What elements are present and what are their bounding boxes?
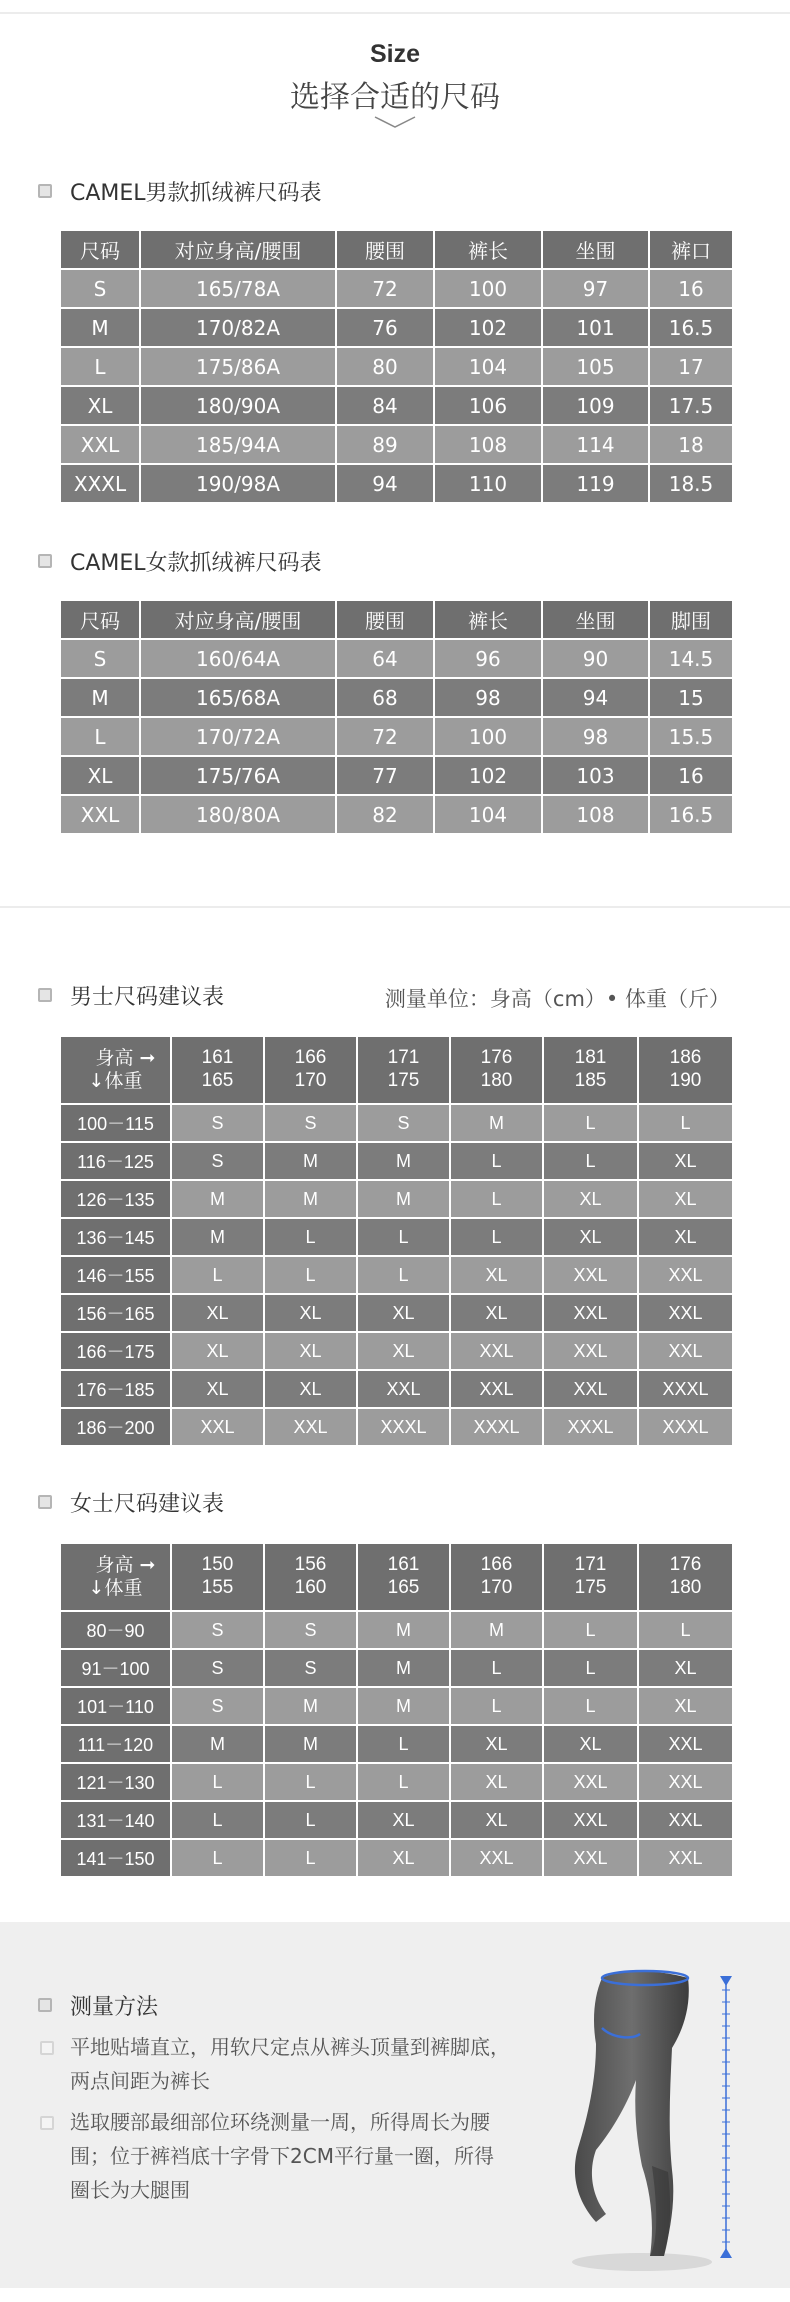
table-cell: XXXL	[60, 464, 140, 503]
men-pants-heading: CAMEL男款抓绒裤尺码表	[38, 176, 322, 206]
table-cell: 76	[336, 308, 434, 347]
square-bullet-icon	[38, 184, 52, 198]
height-range-header	[450, 1036, 543, 1104]
weight-range-cell: 136－145	[60, 1218, 171, 1256]
weight-range-cell: 141－150	[60, 1839, 171, 1877]
size-cell: XL	[638, 1142, 733, 1180]
square-bullet-icon	[38, 1998, 52, 2012]
size-cell: S	[171, 1104, 264, 1142]
size-cell: XL	[264, 1294, 357, 1332]
table-row	[60, 1180, 733, 1218]
table-cell: 18	[649, 425, 733, 464]
column-header: 脚围	[649, 600, 733, 639]
table-cell: 110	[434, 464, 542, 503]
size-cell: XXL	[264, 1408, 357, 1446]
size-cell: S	[171, 1687, 264, 1725]
size-cell: S	[357, 1104, 450, 1142]
height-range-header	[638, 1543, 733, 1611]
size-cell: XL	[264, 1370, 357, 1408]
table-cell: 18.5	[649, 464, 733, 503]
size-cell: L	[357, 1218, 450, 1256]
table-cell: 175/86A	[140, 347, 336, 386]
table-cell: 17.5	[649, 386, 733, 425]
table-cell: 94	[336, 464, 434, 503]
men-size-recommend-table	[59, 1035, 734, 1447]
height-max: 160	[294, 1577, 327, 1598]
table-row	[60, 1104, 733, 1142]
height-max: 165	[201, 1070, 234, 1091]
size-cell: M	[171, 1725, 264, 1763]
size-cell: XXXL	[450, 1408, 543, 1446]
size-cell: XXL	[450, 1839, 543, 1877]
height-min: 150	[201, 1554, 234, 1576]
table-cell: 106	[434, 386, 542, 425]
table-row	[60, 308, 733, 347]
column-header: 裤长	[434, 230, 542, 269]
weight-range-cell: 80－90	[60, 1611, 171, 1649]
size-cell: XL	[357, 1801, 450, 1839]
table-row	[60, 1725, 733, 1763]
height-range-header	[638, 1036, 733, 1104]
table-row	[60, 1839, 733, 1877]
height-range-header	[543, 1543, 638, 1611]
table-cell: M	[60, 308, 140, 347]
table-cell: XXL	[60, 795, 140, 834]
height-min: 161	[201, 1047, 234, 1069]
table-row	[60, 1801, 733, 1839]
column-header: 对应身高/腰围	[140, 230, 336, 269]
table-cell: 68	[336, 678, 434, 717]
corner-header	[60, 1036, 171, 1104]
table-cell: 16.5	[649, 308, 733, 347]
table-cell: 101	[542, 308, 649, 347]
size-cell: M	[450, 1104, 543, 1142]
size-cell: L	[450, 1180, 543, 1218]
size-cell: M	[171, 1218, 264, 1256]
table-cell: 100	[434, 269, 542, 308]
height-max: 170	[480, 1577, 513, 1598]
size-cell: S	[264, 1649, 357, 1687]
table-row	[60, 1332, 733, 1370]
weight-range-cell: 126－135	[60, 1180, 171, 1218]
weight-range-cell: 91－100	[60, 1649, 171, 1687]
size-cell: L	[264, 1218, 357, 1256]
column-header: 坐围	[542, 600, 649, 639]
size-cell: XXXL	[638, 1408, 733, 1446]
height-min: 166	[480, 1554, 513, 1576]
table-cell: L	[60, 717, 140, 756]
size-cell: XXL	[638, 1332, 733, 1370]
table-row	[60, 1370, 733, 1408]
table-row	[60, 1408, 733, 1446]
size-cell: L	[543, 1649, 638, 1687]
table-cell: 104	[434, 795, 542, 834]
table-cell: 104	[434, 347, 542, 386]
table-cell: 16.5	[649, 795, 733, 834]
table-cell: 82	[336, 795, 434, 834]
height-min: 181	[574, 1047, 607, 1069]
women-size-recommend-table	[59, 1542, 734, 1878]
size-cell: L	[171, 1801, 264, 1839]
size-cell: L	[543, 1142, 638, 1180]
table-cell: 190/98A	[140, 464, 336, 503]
table-cell: 84	[336, 386, 434, 425]
table-cell: 98	[542, 717, 649, 756]
table-cell: 15	[649, 678, 733, 717]
table-row	[60, 1294, 733, 1332]
table-cell: XL	[60, 756, 140, 795]
height-max: 175	[387, 1070, 420, 1091]
table-row	[60, 1218, 733, 1256]
table-cell: 175/76A	[140, 756, 336, 795]
units-note: 测量单位：身高（cm）• 体重（斤）	[384, 987, 730, 1011]
size-cell: XXL	[543, 1332, 638, 1370]
measure-step-length: 平地贴墙直立，用软尺定点从裤头顶量到裤脚底，两点间距为裤长	[70, 2035, 510, 2093]
table-cell: 97	[542, 269, 649, 308]
table-cell: 114	[542, 425, 649, 464]
size-cell: XL	[450, 1725, 543, 1763]
size-cell: XL	[357, 1332, 450, 1370]
table-cell: 90	[542, 639, 649, 678]
size-cell: L	[171, 1839, 264, 1877]
size-cell: M	[450, 1611, 543, 1649]
table-cell: 119	[542, 464, 649, 503]
height-max: 180	[480, 1070, 513, 1091]
weight-range-cell: 101－110	[60, 1687, 171, 1725]
table-row	[60, 678, 733, 717]
size-cell: S	[264, 1104, 357, 1142]
size-cell: L	[543, 1611, 638, 1649]
size-cell: XXL	[543, 1801, 638, 1839]
size-cell: XXL	[638, 1801, 733, 1839]
table-cell: 185/94A	[140, 425, 336, 464]
table-cell: 16	[649, 269, 733, 308]
table-row	[60, 425, 733, 464]
page-subtitle: 选择合适的尺码	[290, 80, 500, 115]
table-header-row	[60, 1543, 733, 1611]
size-cell: L	[543, 1104, 638, 1142]
size-cell: L	[357, 1256, 450, 1294]
table-cell: 170/82A	[140, 308, 336, 347]
table-cell: 105	[542, 347, 649, 386]
size-cell: M	[171, 1180, 264, 1218]
size-cell: XXL	[543, 1839, 638, 1877]
table-cell: 108	[434, 425, 542, 464]
size-cell: S	[171, 1649, 264, 1687]
table-cell: XL	[60, 386, 140, 425]
table-cell: 96	[434, 639, 542, 678]
table-cell: 17	[649, 347, 733, 386]
size-cell: M	[264, 1725, 357, 1763]
size-cell: XL	[450, 1294, 543, 1332]
weight-range-cell: 156－165	[60, 1294, 171, 1332]
chevron-down-icon	[373, 114, 417, 130]
section-divider	[0, 906, 790, 908]
table-header-row	[60, 1036, 733, 1104]
table-cell: 16	[649, 756, 733, 795]
women-pants-size-table	[59, 599, 734, 835]
size-cell: XXL	[450, 1332, 543, 1370]
size-cell: L	[357, 1725, 450, 1763]
size-cell: L	[450, 1142, 543, 1180]
table-cell: S	[60, 269, 140, 308]
table-cell: 72	[336, 269, 434, 308]
size-cell: M	[264, 1142, 357, 1180]
table-cell: 170/72A	[140, 717, 336, 756]
table-cell: 103	[542, 756, 649, 795]
size-cell: XXXL	[638, 1370, 733, 1408]
table-cell: 77	[336, 756, 434, 795]
table-row	[60, 756, 733, 795]
height-max: 185	[574, 1070, 607, 1091]
weight-range-cell: 121－130	[60, 1763, 171, 1801]
size-cell: XXL	[543, 1256, 638, 1294]
height-max: 165	[387, 1577, 420, 1598]
size-cell: S	[264, 1611, 357, 1649]
height-range-header	[357, 1543, 450, 1611]
height-range-header	[171, 1543, 264, 1611]
size-cell: XXXL	[357, 1408, 450, 1446]
table-row	[60, 1687, 733, 1725]
table-row	[60, 795, 733, 834]
size-cell: XXL	[638, 1839, 733, 1877]
size-cell: L	[171, 1256, 264, 1294]
table-cell: 165/78A	[140, 269, 336, 308]
table-row	[60, 1649, 733, 1687]
size-cell: XL	[357, 1839, 450, 1877]
column-header: 裤长	[434, 600, 542, 639]
table-cell: 165/68A	[140, 678, 336, 717]
mannequin-legs-illustration	[530, 1940, 750, 2280]
height-axis-label: 身高 ➞	[95, 1554, 156, 1577]
height-range-header	[264, 1036, 357, 1104]
size-cell: M	[357, 1687, 450, 1725]
size-cell: XXXL	[543, 1408, 638, 1446]
size-cell: L	[357, 1763, 450, 1801]
size-cell: XL	[171, 1294, 264, 1332]
size-cell: M	[264, 1687, 357, 1725]
size-cell: L	[638, 1611, 733, 1649]
women-recommend-heading: 女士尺码建议表	[38, 1487, 224, 1517]
size-cell: XL	[543, 1218, 638, 1256]
table-row	[60, 1611, 733, 1649]
weight-range-cell: 166－175	[60, 1332, 171, 1370]
height-min: 161	[387, 1554, 420, 1576]
column-header: 裤口	[649, 230, 733, 269]
size-cell: M	[357, 1142, 450, 1180]
table-cell: 180/80A	[140, 795, 336, 834]
table-cell: 64	[336, 639, 434, 678]
weight-range-cell: 186－200	[60, 1408, 171, 1446]
size-cell: XXL	[638, 1256, 733, 1294]
size-cell: XL	[543, 1180, 638, 1218]
size-cell: XXL	[543, 1294, 638, 1332]
height-max: 170	[294, 1070, 327, 1091]
table-row	[60, 269, 733, 308]
table-row	[60, 464, 733, 503]
table-cell: 102	[434, 308, 542, 347]
size-cell: L	[450, 1218, 543, 1256]
table-cell: 94	[542, 678, 649, 717]
size-cell: XXL	[638, 1294, 733, 1332]
size-cell: S	[171, 1142, 264, 1180]
size-cell: XL	[171, 1370, 264, 1408]
size-cell: XXL	[357, 1370, 450, 1408]
weight-range-cell: 146－155	[60, 1256, 171, 1294]
table-cell: 100	[434, 717, 542, 756]
column-header: 腰围	[336, 600, 434, 639]
size-cell: S	[171, 1611, 264, 1649]
height-min: 171	[387, 1047, 420, 1069]
weight-range-cell: 111－120	[60, 1725, 171, 1763]
table-row	[60, 347, 733, 386]
weight-axis-label: ↓体重	[88, 1070, 143, 1092]
size-cell: M	[264, 1180, 357, 1218]
size-cell: L	[450, 1649, 543, 1687]
square-bullet-icon	[38, 988, 52, 1002]
size-cell: L	[264, 1256, 357, 1294]
table-row	[60, 1256, 733, 1294]
table-cell: 14.5	[649, 639, 733, 678]
corner-header	[60, 1543, 171, 1611]
size-cell: XXL	[638, 1763, 733, 1801]
size-cell: XL	[171, 1332, 264, 1370]
size-cell: XL	[264, 1332, 357, 1370]
men-pants-size-table	[59, 229, 734, 504]
table-cell: L	[60, 347, 140, 386]
weight-range-cell: 100－115	[60, 1104, 171, 1142]
size-cell: L	[264, 1839, 357, 1877]
column-header: 对应身高/腰围	[140, 600, 336, 639]
size-cell: XXL	[171, 1408, 264, 1446]
height-axis-label: 身高 ➞	[95, 1047, 156, 1070]
column-header: 尺码	[60, 600, 140, 639]
size-cell: XXL	[638, 1725, 733, 1763]
column-header: 坐围	[542, 230, 649, 269]
height-max: 180	[669, 1577, 702, 1598]
table-cell: 108	[542, 795, 649, 834]
height-min: 186	[669, 1047, 702, 1069]
height-range-header	[543, 1036, 638, 1104]
table-row	[60, 1763, 733, 1801]
height-min: 176	[480, 1047, 513, 1069]
height-max: 175	[574, 1577, 607, 1598]
column-header: 尺码	[60, 230, 140, 269]
size-cell: XL	[543, 1725, 638, 1763]
height-range-header	[357, 1036, 450, 1104]
size-cell: M	[357, 1611, 450, 1649]
size-cell: L	[264, 1763, 357, 1801]
table-cell: 72	[336, 717, 434, 756]
size-cell: XL	[357, 1294, 450, 1332]
weight-range-cell: 131－140	[60, 1801, 171, 1839]
table-row	[60, 386, 733, 425]
height-range-header	[171, 1036, 264, 1104]
size-cell: L	[543, 1687, 638, 1725]
size-cell: XL	[638, 1687, 733, 1725]
men-recommend-heading: 男士尺码建议表	[38, 980, 224, 1010]
height-max: 190	[669, 1070, 702, 1091]
weight-axis-label: ↓体重	[88, 1577, 143, 1599]
measure-step-waist: 选取腰部最细部位环绕测量一周，所得周长为腰围；位于裤裆底十字骨下2CM平行量一圈，所得圈长为大腿围	[70, 2110, 494, 2202]
top-divider	[0, 12, 790, 14]
size-cell: XL	[638, 1180, 733, 1218]
table-cell: 109	[542, 386, 649, 425]
women-pants-heading: CAMEL女款抓绒裤尺码表	[38, 546, 322, 576]
size-cell: XL	[450, 1256, 543, 1294]
weight-range-cell: 116－125	[60, 1142, 171, 1180]
height-min: 156	[294, 1554, 327, 1576]
height-range-header	[450, 1543, 543, 1611]
weight-range-cell: 176－185	[60, 1370, 171, 1408]
size-cell: M	[357, 1649, 450, 1687]
size-cell: L	[450, 1687, 543, 1725]
table-cell: 160/64A	[140, 639, 336, 678]
table-cell: XXL	[60, 425, 140, 464]
size-cell: XL	[638, 1649, 733, 1687]
size-cell: L	[264, 1801, 357, 1839]
measure-heading: 测量方法	[38, 1990, 158, 2020]
table-row	[60, 717, 733, 756]
size-cell: L	[171, 1763, 264, 1801]
table-cell: 15.5	[649, 717, 733, 756]
size-cell: M	[357, 1180, 450, 1218]
square-bullet-icon	[38, 554, 52, 568]
table-cell: S	[60, 639, 140, 678]
size-cell: L	[638, 1104, 733, 1142]
size-cell: XL	[450, 1763, 543, 1801]
page-title: Size	[369, 40, 421, 68]
table-header-row	[60, 600, 733, 639]
square-bullet-icon	[40, 2041, 54, 2055]
height-range-header	[264, 1543, 357, 1611]
table-cell: 89	[336, 425, 434, 464]
square-bullet-icon	[38, 1495, 52, 1509]
table-row	[60, 1142, 733, 1180]
size-cell: XL	[638, 1218, 733, 1256]
square-bullet-icon	[40, 2116, 54, 2130]
table-cell: M	[60, 678, 140, 717]
height-max: 155	[201, 1577, 234, 1598]
size-cell: XXL	[543, 1763, 638, 1801]
height-min: 166	[294, 1047, 327, 1069]
table-cell: 102	[434, 756, 542, 795]
height-min: 171	[574, 1554, 607, 1576]
table-row	[60, 639, 733, 678]
table-cell: 98	[434, 678, 542, 717]
size-cell: XXL	[543, 1370, 638, 1408]
table-header-row	[60, 230, 733, 269]
height-min: 176	[669, 1554, 702, 1576]
table-cell: 180/90A	[140, 386, 336, 425]
column-header: 腰围	[336, 230, 434, 269]
table-cell: 80	[336, 347, 434, 386]
size-cell: XL	[450, 1801, 543, 1839]
size-cell: XXL	[450, 1370, 543, 1408]
